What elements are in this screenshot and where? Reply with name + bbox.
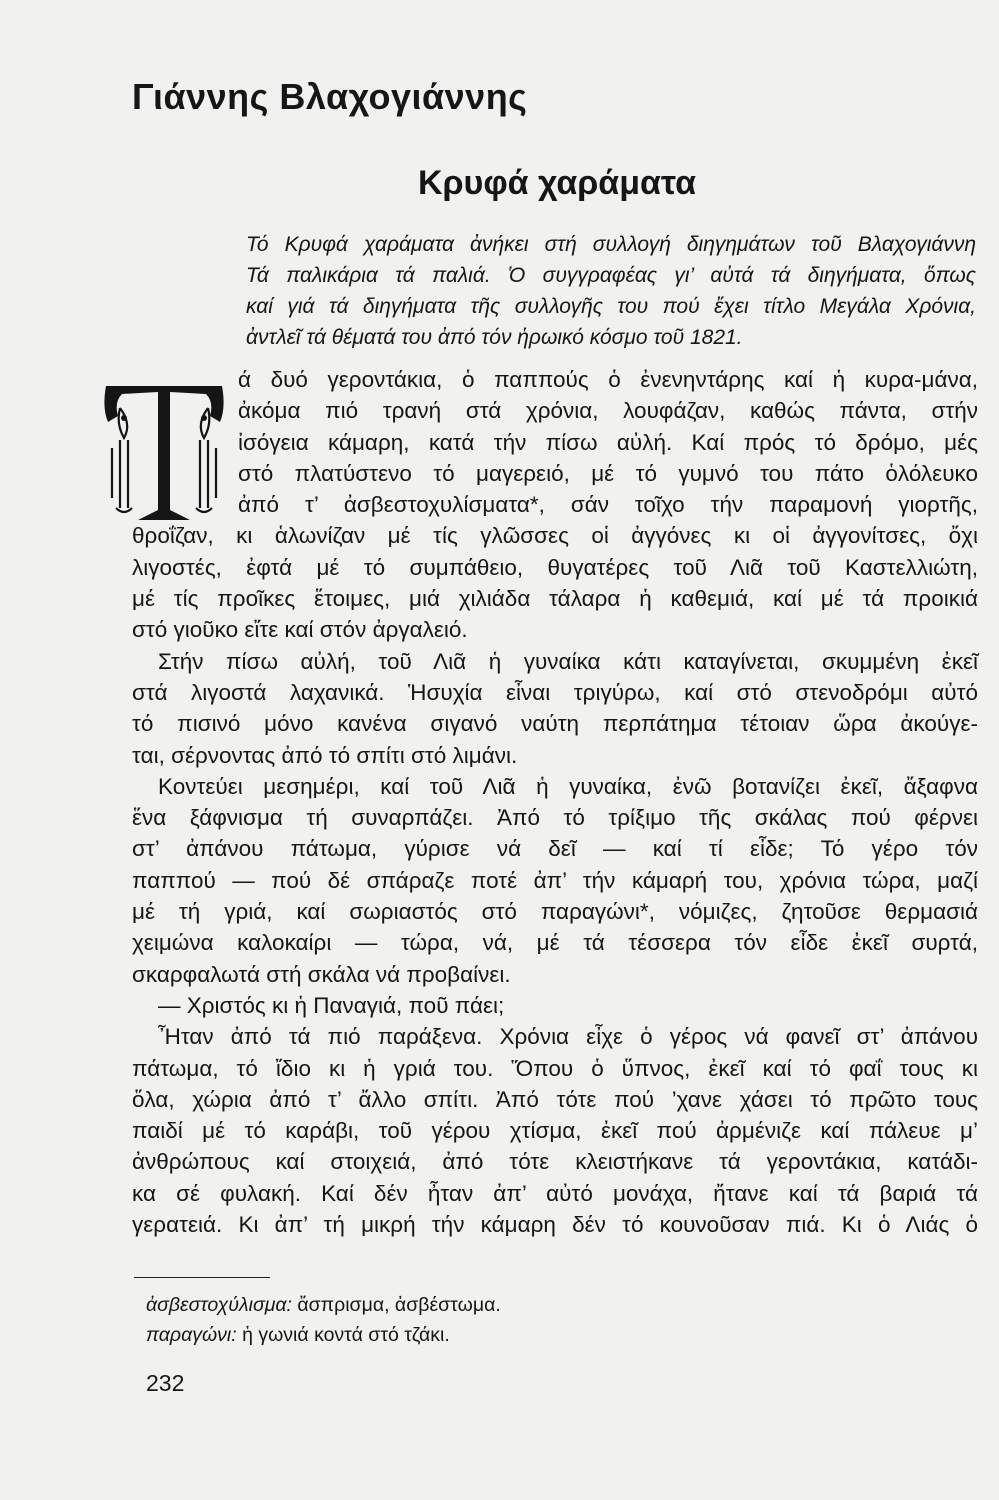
body-line: σκαρφαλωτά στή σκάλα νά προβαίνει. [132, 961, 511, 987]
footnote-definition: ἡ γωνιά κοντά στό τζάκι. [242, 1324, 450, 1346]
intro-line: Τό Κρυφά χαράματα ἀνήκει στή συλλογή διηγημάτων τοῦ Βλαχογιάννη [246, 233, 976, 256]
body-line: στ’ ἀπάνου πάτωμα, γύρισε νά δεῖ — καί τί εἶδε; Τό γέρο τόν [132, 836, 978, 862]
body-line: Ἦταν ἀπό τά πιό παράξενα. Χρόνια εἶχε ὁ γέρος νά φανεῖ στ’ ἀπάνου [158, 1024, 978, 1050]
body-line: γερατειά. Κι ἀπ’ τή μικρή τήν κάμαρη δέν τό κουνοῦσαν πιά. Κι ὁ Λιάς ὁ [132, 1212, 978, 1238]
page-number: 232 [146, 1370, 185, 1396]
body-line: λιγοστές, ἐφτά μέ τό συμπάθειο, θυγατέρες τοῦ Λιᾶ τοῦ Καστελλιώτη, [132, 554, 978, 580]
author-name: Γιάννης Βλαχογιάννης [132, 76, 528, 117]
body-line: ἀκόμα πιό τρανή στά χρόνια, λουφάζαν, καθώς πάντα, στήν [238, 398, 978, 424]
footnote [146, 1290, 501, 1320]
body-line: μέ τή γριά, καί σωριαστός στό παραγώνι*, νόμιζες, ζητοῦσε θερμασιά [132, 899, 978, 925]
body-line: ἀνθρώπους καί στοιχειά, ἀπό τότε κλειστήκανε τά γεροντάκια, κατάδι- [132, 1149, 978, 1175]
body-line: παππού — πού δέ σπάραζε ποτέ ἀπ’ τήν κάμαρή του, χρόνια τώρα, μαζί [132, 867, 978, 893]
body-line: ἀπό τ’ ἀσβεστοχυλίσματα*, σάν τοῖχο τήν παραμονή γιορτῆς, [238, 492, 978, 518]
body-line: παιδί μέ τό καράβι, τοῦ γέρου χτίσμα, ἐκεῖ πού ἀρμένιζε καί πάλευε μ’ [132, 1118, 978, 1144]
body-line: ἰσόγεια κάμαρη, κατά τήν πίσω αὐλή. Καί πρός τό δρόμο, μές [238, 429, 978, 455]
body-line: ἕνα ξάφνισμα τή συναρπάζει. Ἀπό τό τρίξιμο τῆς σκάλας πού φέρνει [132, 805, 978, 831]
footnote-term: παραγώνι: [146, 1324, 237, 1346]
story-body [132, 364, 978, 1240]
intro-line: καί γιά τά διηγήματα τῆς συλλογῆς του πού ἔχει τίτλο Μεγάλα Χρόνια, [246, 295, 976, 318]
body-line: μέ τίς προῖκες ἕτοιμες, μιά χιλιάδα τάλαρα ἡ καθεμιά, καί μέ τά προικιά [132, 586, 978, 612]
footnotes [146, 1290, 501, 1350]
body-line: ὅλα, χώρια ἀπό τ’ ἄλλο σπίτι. Ἀπό τότε πού ’χανε χάσει τό πρῶτο τους [132, 1086, 978, 1112]
body-line: ται, σέρνοντας ἀπό τό σπίτι στό λιμάνι. [132, 742, 518, 768]
story-title: Κρυφά χαράματα [417, 164, 697, 202]
body-line: ά δυό γεροντάκια, ὁ παππούς ὁ ἐνενηντάρης καί ἡ κυρα-μάνα, [238, 367, 978, 392]
body-line: τό πισινό μόνο κανένα σιγανό ναύτη περπάτημα τέτοιαν ὥρα ἀκούγε- [132, 711, 978, 737]
body-line: πάτωμα, τό ἴδιο κι ἡ γριά του. Ὅπου ὁ ὕπνος, ἐκεῖ καί τό φαΐ τους κι [132, 1055, 978, 1081]
body-line: στό γιοῦκο εἴτε καί στόν ἀργαλειό. [132, 617, 468, 643]
body-line: θροΐζαν, κι ἁλωνίζαν μέ τίς γλῶσσες οἱ ἀγγόνες κι οἱ ἀγγονίτσες, ὄχι [132, 523, 978, 549]
body-line: κα σέ φυλακή. Καί δέν ἦταν ἀπ’ αὐτό μονάχα, ἤτανε καί τά βαριά τά [132, 1180, 978, 1206]
footnote-definition: ἄσπρισμα, ἀσβέστωμα. [297, 1294, 501, 1316]
footnote-term: ἀσβεστοχύλισμα: [146, 1294, 292, 1316]
body-line: στό πλατύστενο τό μαγερειό, μέ τό γυμνό του πάτο ὁλόλευκο [238, 460, 978, 486]
body-line: χειμώνα καλοκαίρι — τώρα, νά, μέ τά τέσσερα τόν εἶδε ἐκεῖ συρτά, [132, 930, 978, 956]
intro-line: Τά παλικάρια τά παλιά. Ὁ συγγραφέας γι’ αὐτά τά διηγήματα, ὅπως [246, 264, 976, 287]
intro-line: ἀντλεῖ τά θέματά του ἀπό τόν ἡρωικό κόσμο τοῦ 1821. [246, 326, 743, 349]
body-line: στά λιγοστά λαχανικά. Ἡσυχία εἶναι τριγύρω, καί στό στενοδρόμι αὐτό [132, 679, 978, 705]
body-line: Στήν πίσω αὐλή, τοῦ Λιᾶ ἡ γυναίκα κάτι καταγίνεται, σκυμμένη ἐκεῖ [158, 648, 978, 674]
dialogue-line: — Χριστός κι ἡ Παναγιά, ποῦ πάει; [158, 992, 505, 1018]
footnote [146, 1320, 501, 1350]
body-line: Κοντεύει μεσημέρι, καί τοῦ Λιᾶ ἡ γυναίκα, ἐνῶ βοτανίζει ἐκεῖ, ἄξαφνα [158, 773, 978, 799]
intro-note [246, 229, 976, 353]
footnote-divider [134, 1277, 270, 1278]
